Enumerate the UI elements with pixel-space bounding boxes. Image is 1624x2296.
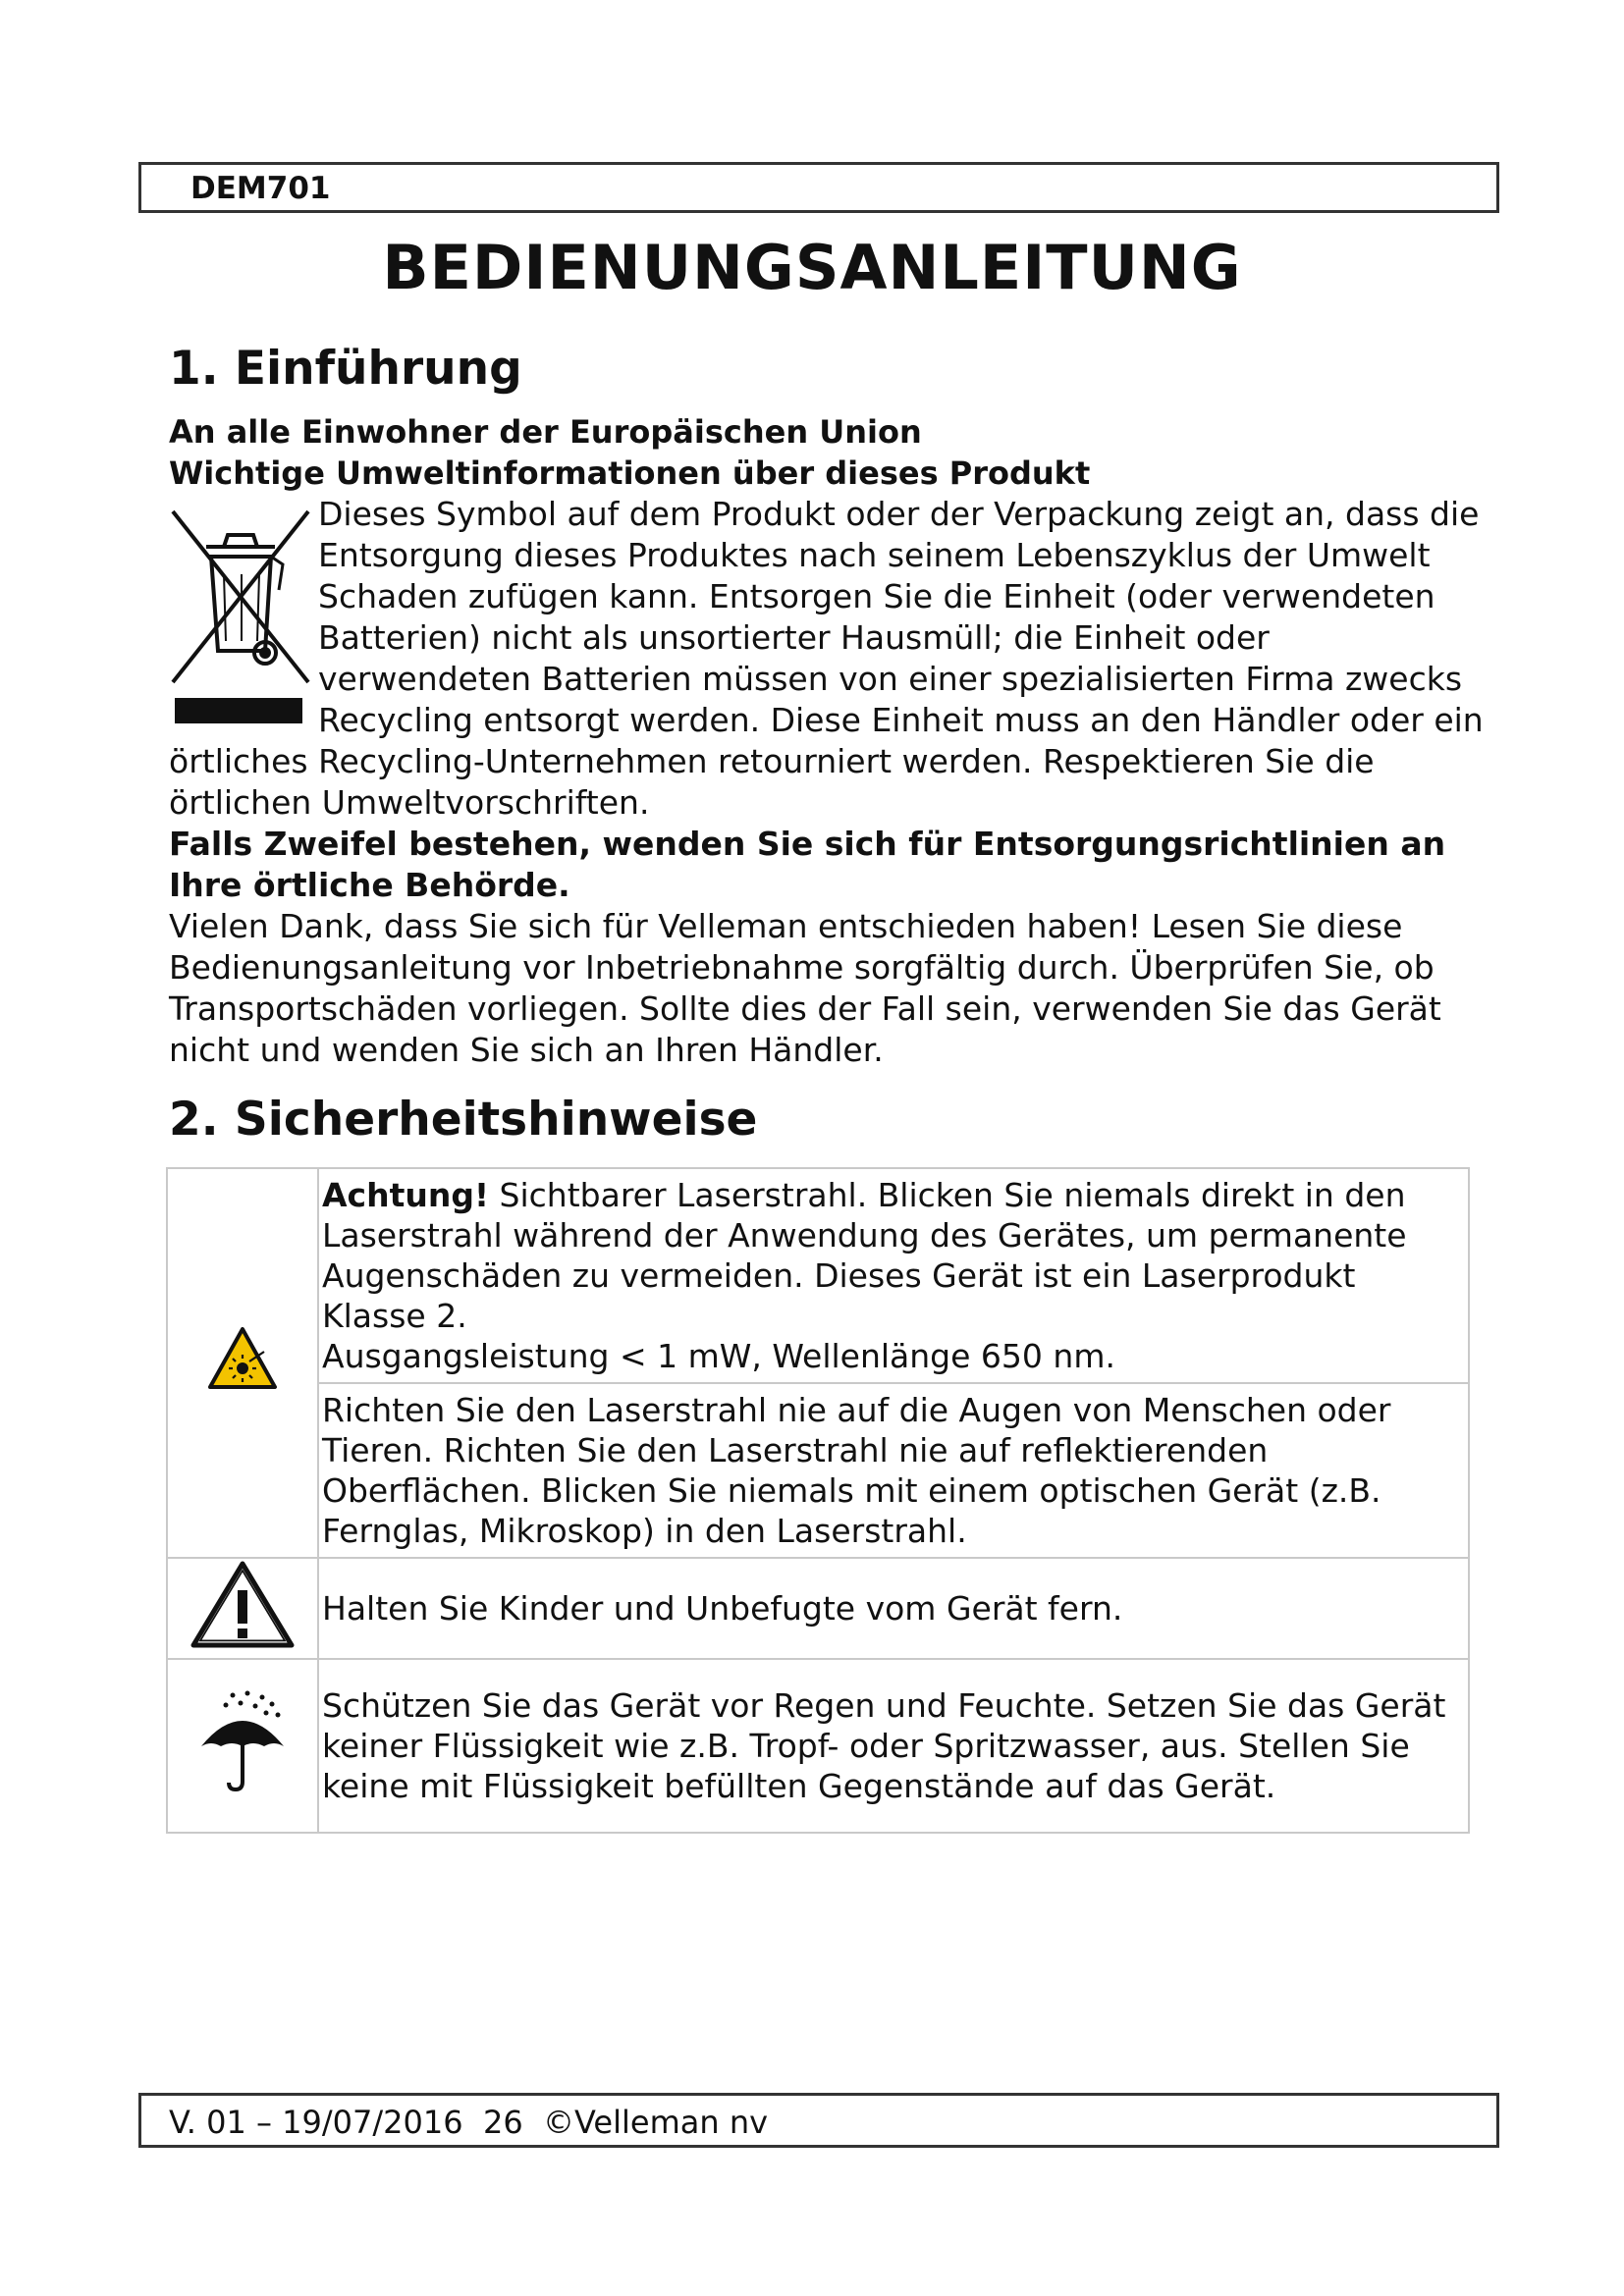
table-row	[167, 1659, 1469, 1833]
general-warning-icon	[189, 1559, 296, 1649]
footer-box	[138, 2093, 1499, 2148]
attention-label: Achtung!	[322, 1176, 490, 1214]
umbrella-icon-cell	[167, 1659, 318, 1833]
laser-output-spec: Ausgangsleistung < 1 mW, Wellenlänge 650 nm.	[322, 1337, 1115, 1375]
environment-info-subtitle: Wichtige Umweltinformationen über dieses Produkt	[169, 454, 1091, 492]
laser-warning-line: Sichtbarer Laserstrahl. Blicken Sie niemals direkt in den Laserstrahl während der Anwendung des Gerätes, um permanente Augenschäden zu vermeiden. Dieses Gerät ist ein Laserprodukt Klasse 2.	[322, 1176, 1407, 1335]
document-title: BEDIENUNGSANLEITUNG	[382, 232, 1242, 303]
keep-dry-umbrella-icon	[193, 1687, 292, 1795]
weee-paragraph: Dieses Symbol auf dem Produkt oder der Verpackung zeigt an, dass die Entsorgung dieses Produktes nach seinem Lebenszyklus der Umwelt Schaden zufügen kann. Entsorgen Sie die Einheit (oder verwendeten Batterien) nicht als unsortierter Hausmüll; die Einheit oder verwendeten Batterien müssen von einer spezialisierten Firma zwecks Recycling entsorgt werden. Diese Einheit muss an den Händler oder ein örtliches Recycling-Unternehmen retourniert werden. Respektieren Sie die örtlichen Umweltvorschriften.	[169, 495, 1484, 822]
section-2-heading: 2. Sicherheitshinweise	[169, 1093, 758, 1147]
laser-icon-cell	[167, 1168, 318, 1558]
eu-residents-subtitle: An alle Einwohner der Europäischen Union	[169, 413, 922, 451]
section-1-heading: 1. Einführung	[169, 342, 522, 396]
laser-eyes-warning-text: Richten Sie den Laserstrahl nie auf die Augen von Menschen oder Tieren. Richten Sie den Laserstrahl nie auf reflektierenden Oberflächen. Blicken Sie niemals mit einem optischen Gerät (z.B. Fernglas, Mikroskop) in den Laserstrahl.	[318, 1383, 1469, 1558]
footer-text: V. 01 – 19/07/2016 26 ©Velleman nv	[169, 2104, 769, 2141]
safety-table	[166, 1167, 1470, 1834]
table-row	[167, 1558, 1469, 1659]
table-row	[167, 1168, 1469, 1383]
table-row	[167, 1383, 1469, 1558]
model-number: DEM701	[190, 171, 331, 206]
laser-warning-icon	[207, 1326, 278, 1391]
header-box	[138, 162, 1499, 213]
warning-icon-cell	[167, 1558, 318, 1659]
children-warning-text: Halten Sie Kinder und Unbefugte vom Gerät fern.	[318, 1558, 1469, 1659]
laser-warning-text	[318, 1168, 1469, 1383]
disposal-doubt-note: Falls Zweifel bestehen, wenden Sie sich für Entsorgungsrichtlinien an Ihre örtliche Behörde.	[169, 825, 1446, 904]
thank-you-paragraph: Vielen Dank, dass Sie sich für Velleman entschieden haben! Lesen Sie diese Bedienungsanleitung vor Inbetriebnahme sorgfältig durch. Überprüfen Sie, ob Transportschäden vorliegen. Sollte dies der Fall sein, verwenden Sie das Gerät nicht und wenden Sie sich an Ihren Händler.	[169, 907, 1441, 1069]
moisture-warning-text: Schützen Sie das Gerät vor Regen und Feuchte. Setzen Sie das Gerät keiner Flüssigkeit wie z.B. Tropf- oder Spritzwasser, aus. Stellen Sie keine mit Flüssigkeit befüllten Gegenstände auf das Gerät.	[318, 1659, 1469, 1833]
